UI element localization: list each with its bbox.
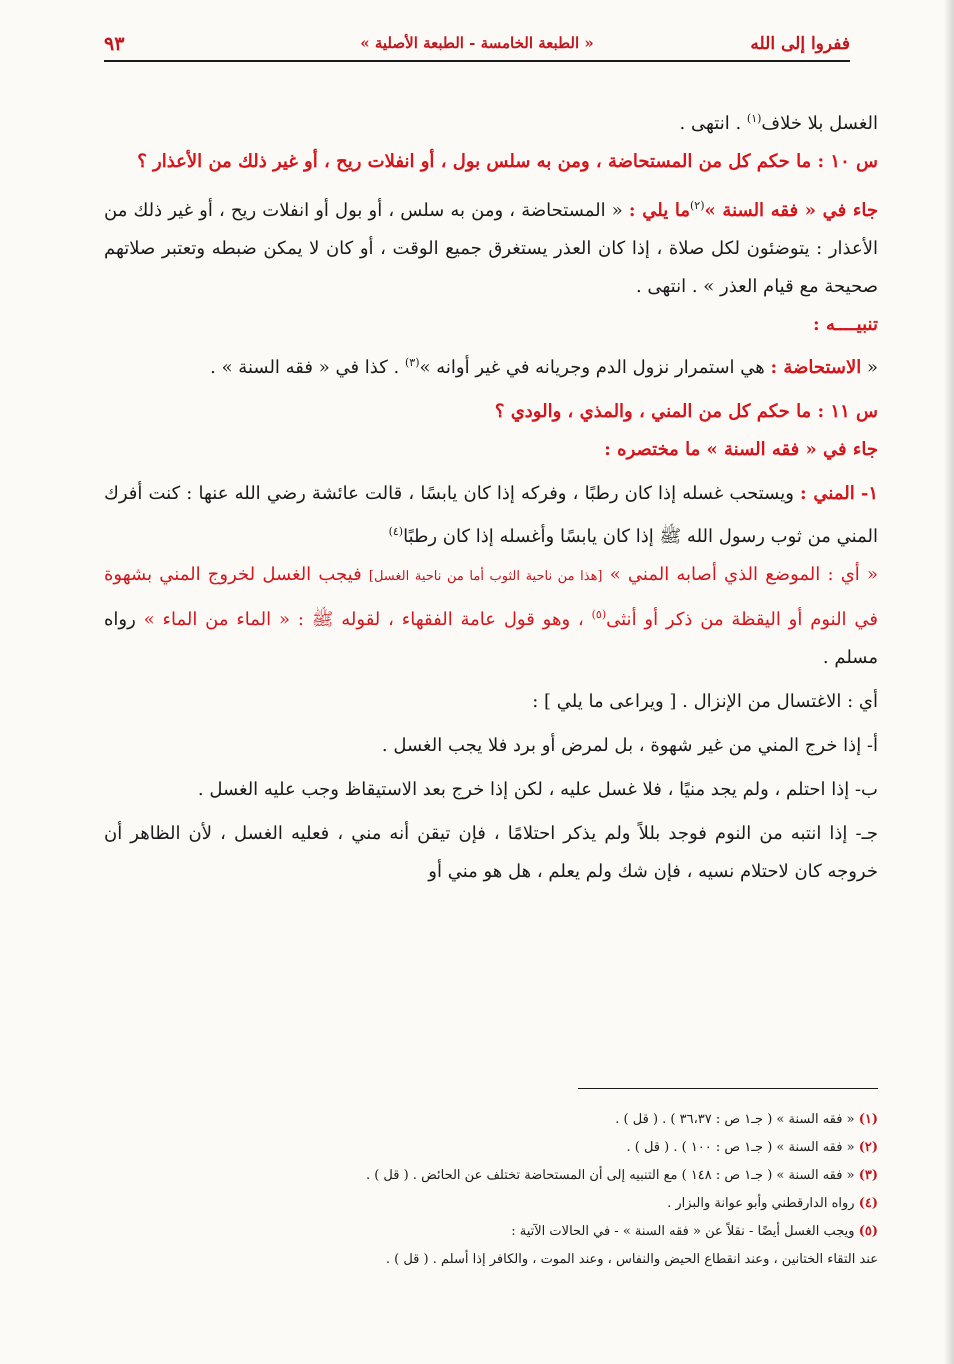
footnote-1: (١) « فقه السنة » ( جـ١ ص : ٣٦،٣٧ ) . ( قل ) . <box>615 1112 878 1127</box>
footnote-ref-5: (٥) <box>591 608 607 621</box>
question-11-text: ما حكم كل من المني ، والمذي ، والودي ؟ <box>494 401 812 422</box>
header-rule <box>104 60 850 62</box>
term-mani: المني : <box>800 483 855 504</box>
edition-title: « الطبعة الخامسة - الطبعة الأصلية » <box>360 34 594 52</box>
notice-heading: تنبيــــه : <box>813 314 878 335</box>
question-10-text: ما حكم كل من المستحاضة ، ومن به سلس بول ، أو انفلات ريح ، أو غير ذلك من الأعذار ؟ <box>137 151 812 172</box>
paragraph-6: « أي : الموضع الذي أصابه المني » [هذا من ناحية الثوب أما من ناحية الغسل] فيجب الغسل لخروج المني بشهوة في النوم أو اليقظة من ذكر أو أنثى$^{(٥)}$ ، وهو قول عامة الفقهاء ، لقوله ﷺ : « الماء من الماء » رواه مسلم . <box>104 564 878 668</box>
footnote-ref-3: (٣) <box>405 356 420 369</box>
question-10 <box>104 143 878 181</box>
paragraph-7: أي : الاغتسال من الإنزال . [ ويراعى ما يلي ] : <box>532 691 878 712</box>
page-number: ٩٣ <box>104 33 125 55</box>
paragraph-2: جاء في « فقه السنة »$^{(٢)}$ما يلي : « المستحاضة ، ومن به سلس ، أو بول أو انفلات ريح ، أو غير ذلك من الأعذار : يتوضئون لكل صلاة ، إذا كان العذر يستغرق جميع الوقت ، أو كان لا يمكن ضبطه وتعتبر صلاتهم صحيحة مع قيام العذر » . انتهى . <box>104 199 878 297</box>
paragraph-4: جاء في « فقه السنة » ما مختصره : <box>604 439 878 460</box>
main-text <box>104 100 878 891</box>
paragraph-1: الغسل بلا خلاف$^{(١)}$ . انتهى . <box>679 112 878 134</box>
footnote-separator <box>578 1088 878 1089</box>
question-11-label: س ١١ : <box>817 401 878 422</box>
footnote-ref-4: (٤) <box>388 525 404 538</box>
footnote-5-continued: عند التقاء الختانين ، وعند انقطاع الحيض والنفاس ، وعند الموت ، والكافر إذا أسلم . ( قل ) . <box>385 1252 878 1267</box>
book-title: ففروا إلى الله <box>750 34 850 54</box>
paragraph-3: « الاستحاضة : هي استمرار نزول الدم وجريانه في غير أوانه »$^{(٣)}$ . كذا في « فقه السنة » . <box>210 356 878 378</box>
footnote-5: (٥) ويجب الغسل أيضًا - نقلاً عن « فقه السنة » - في الحالات الآتية : <box>511 1224 878 1239</box>
paragraph-8: أ- إذا خرج المني من غير شهوة ، بل لمرض أو برد فلا يجب الغسل . <box>381 735 878 756</box>
footnote-ref-2: (٢) <box>690 199 705 212</box>
question-11 <box>104 393 878 431</box>
paragraph-5: ١- المني : ويستحب غسله إذا كان رطبًا ، وفركه إذا كان يابسًا ، قالت عائشة رضي الله عنها : كنت أفرك المني من ثوب رسول الله ﷺ إذا كان يابسًا وأغسله إذا كان رطبًا$^{(٤)}$ <box>104 483 878 547</box>
footnote-2: (٢) « فقه السنة » ( جـ١ ص : ١٠٠ ) . ( قل ) . <box>626 1140 878 1155</box>
footnote-4: (٤) رواه الدارقطني وأبو عوانة والبزار . <box>667 1196 878 1211</box>
page-spine-shadow <box>944 0 954 1364</box>
paragraph-10: جـ- إذا انتبه من النوم فوجد بللاً ولم يذكر احتلامًا ، فإن تيقن أنه مني ، فعليه الغسل ، لأن الظاهر أن خروجه كان لاحتلام نسيه ، فإن شك ولم يعلم ، هل هو مني أو <box>104 823 878 882</box>
footnote-ref-1: (١) <box>746 112 762 125</box>
term-istihada: الاستحاضة : <box>770 357 862 378</box>
question-10-label: س ١٠ : <box>817 151 878 172</box>
footnotes <box>104 1106 878 1274</box>
bracket-note: [هذا من ناحية الثوب أما من ناحية الغسل] <box>368 569 603 584</box>
paragraph-9: ب- إذا احتلم ، ولم يجد منيًا ، فلا غسل عليه ، لكن إذا خرج بعد الاستيقاظ وجب عليه الغسل . <box>197 779 878 800</box>
running-header <box>104 26 850 62</box>
footnote-3: (٣) « فقه السنة » ( جـ١ ص : ١٤٨ ) مع التنبيه إلى أن المستحاضة تختلف عن الحائض . ( قل ) . <box>365 1168 878 1183</box>
